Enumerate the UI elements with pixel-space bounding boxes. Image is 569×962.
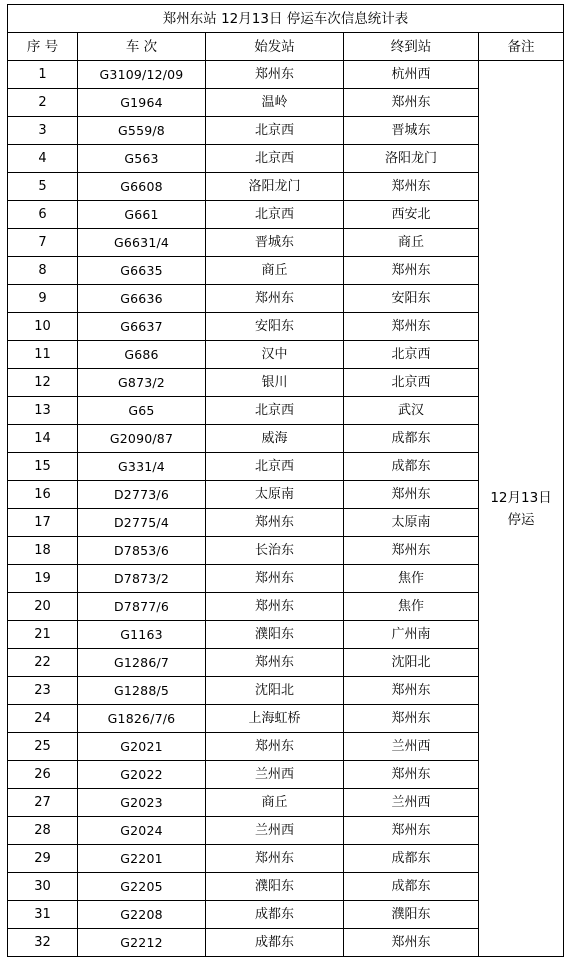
train-number-cell: D7853/6	[78, 537, 206, 565]
seq-cell: 26	[8, 761, 78, 789]
header-destination: 终到站	[344, 33, 479, 61]
seq-cell: 5	[8, 173, 78, 201]
origin-station-cell: 安阳东	[206, 313, 344, 341]
seq-cell: 32	[8, 929, 78, 957]
destination-station-cell: 郑州东	[344, 537, 479, 565]
train-number-cell: G686	[78, 341, 206, 369]
seq-cell: 19	[8, 565, 78, 593]
train-number-cell: G6631/4	[78, 229, 206, 257]
seq-cell: 20	[8, 593, 78, 621]
header-train: 车 次	[78, 33, 206, 61]
destination-station-cell: 杭州西	[344, 61, 479, 89]
origin-station-cell: 郑州东	[206, 593, 344, 621]
train-number-cell: G2024	[78, 817, 206, 845]
destination-station-cell: 焦作	[344, 593, 479, 621]
origin-station-cell: 兰州西	[206, 761, 344, 789]
destination-station-cell: 成都东	[344, 425, 479, 453]
destination-station-cell: 濮阳东	[344, 901, 479, 929]
origin-station-cell: 濮阳东	[206, 621, 344, 649]
origin-station-cell: 郑州东	[206, 733, 344, 761]
title-row	[8, 5, 564, 33]
train-number-cell: G6608	[78, 173, 206, 201]
train-number-cell: G2021	[78, 733, 206, 761]
seq-cell: 28	[8, 817, 78, 845]
origin-station-cell: 威海	[206, 425, 344, 453]
table-title: 郑州东站 12月13日 停运车次信息统计表	[8, 5, 564, 33]
seq-cell: 24	[8, 705, 78, 733]
origin-station-cell: 洛阳龙门	[206, 173, 344, 201]
destination-station-cell: 太原南	[344, 509, 479, 537]
seq-cell: 21	[8, 621, 78, 649]
train-number-cell: G2023	[78, 789, 206, 817]
seq-cell: 8	[8, 257, 78, 285]
seq-cell: 6	[8, 201, 78, 229]
train-number-cell: D2773/6	[78, 481, 206, 509]
train-number-cell: G1163	[78, 621, 206, 649]
seq-cell: 31	[8, 901, 78, 929]
destination-station-cell: 郑州东	[344, 705, 479, 733]
destination-station-cell: 郑州东	[344, 761, 479, 789]
destination-station-cell: 兰州西	[344, 733, 479, 761]
train-number-cell: G1826/7/6	[78, 705, 206, 733]
train-number-cell: G2205	[78, 873, 206, 901]
train-number-cell: G331/4	[78, 453, 206, 481]
destination-station-cell: 成都东	[344, 873, 479, 901]
header-seq: 序 号	[8, 33, 78, 61]
origin-station-cell: 兰州西	[206, 817, 344, 845]
destination-station-cell: 沈阳北	[344, 649, 479, 677]
origin-station-cell: 银川	[206, 369, 344, 397]
origin-station-cell: 太原南	[206, 481, 344, 509]
origin-station-cell: 北京西	[206, 117, 344, 145]
destination-station-cell: 洛阳龙门	[344, 145, 479, 173]
seq-cell: 15	[8, 453, 78, 481]
seq-cell: 27	[8, 789, 78, 817]
train-number-cell: G1288/5	[78, 677, 206, 705]
train-number-cell: D7877/6	[78, 593, 206, 621]
train-number-cell: G6636	[78, 285, 206, 313]
origin-station-cell: 温岭	[206, 89, 344, 117]
destination-station-cell: 郑州东	[344, 929, 479, 957]
origin-station-cell: 成都东	[206, 929, 344, 957]
destination-station-cell: 郑州东	[344, 677, 479, 705]
header-note: 备注	[479, 33, 564, 61]
table-row	[8, 61, 564, 89]
seq-cell: 2	[8, 89, 78, 117]
suspension-table-sheet	[7, 4, 563, 957]
origin-station-cell: 郑州东	[206, 565, 344, 593]
destination-station-cell: 西安北	[344, 201, 479, 229]
seq-cell: 7	[8, 229, 78, 257]
destination-station-cell: 成都东	[344, 453, 479, 481]
origin-station-cell: 郑州东	[206, 285, 344, 313]
train-number-cell: D7873/2	[78, 565, 206, 593]
train-number-cell: G2212	[78, 929, 206, 957]
train-number-cell: G2208	[78, 901, 206, 929]
train-number-cell: G6635	[78, 257, 206, 285]
train-number-cell: G1286/7	[78, 649, 206, 677]
header-origin: 始发站	[206, 33, 344, 61]
seq-cell: 13	[8, 397, 78, 425]
origin-station-cell: 郑州东	[206, 509, 344, 537]
destination-station-cell: 北京西	[344, 341, 479, 369]
seq-cell: 10	[8, 313, 78, 341]
origin-station-cell: 郑州东	[206, 845, 344, 873]
origin-station-cell: 汉中	[206, 341, 344, 369]
destination-station-cell: 郑州东	[344, 257, 479, 285]
origin-station-cell: 郑州东	[206, 649, 344, 677]
destination-station-cell: 安阳东	[344, 285, 479, 313]
seq-cell: 25	[8, 733, 78, 761]
seq-cell: 16	[8, 481, 78, 509]
seq-cell: 17	[8, 509, 78, 537]
train-number-cell: D2775/4	[78, 509, 206, 537]
train-number-cell: G559/8	[78, 117, 206, 145]
destination-station-cell: 商丘	[344, 229, 479, 257]
destination-station-cell: 广州南	[344, 621, 479, 649]
train-number-cell: G873/2	[78, 369, 206, 397]
train-number-cell: G2022	[78, 761, 206, 789]
seq-cell: 11	[8, 341, 78, 369]
seq-cell: 12	[8, 369, 78, 397]
train-number-cell: G2090/87	[78, 425, 206, 453]
origin-station-cell: 成都东	[206, 901, 344, 929]
train-number-cell: G65	[78, 397, 206, 425]
destination-station-cell: 成都东	[344, 845, 479, 873]
suspended-trains-table	[7, 4, 564, 957]
origin-station-cell: 北京西	[206, 453, 344, 481]
seq-cell: 14	[8, 425, 78, 453]
origin-station-cell: 濮阳东	[206, 873, 344, 901]
destination-station-cell: 郑州东	[344, 481, 479, 509]
origin-station-cell: 郑州东	[206, 61, 344, 89]
seq-cell: 4	[8, 145, 78, 173]
destination-station-cell: 焦作	[344, 565, 479, 593]
destination-station-cell: 郑州东	[344, 173, 479, 201]
note-cell	[479, 61, 564, 957]
train-number-cell: G1964	[78, 89, 206, 117]
seq-cell: 3	[8, 117, 78, 145]
seq-cell: 23	[8, 677, 78, 705]
note-status: 停运	[507, 511, 535, 528]
origin-station-cell: 长治东	[206, 537, 344, 565]
train-number-cell: G2201	[78, 845, 206, 873]
destination-station-cell: 晋城东	[344, 117, 479, 145]
origin-station-cell: 北京西	[206, 201, 344, 229]
seq-cell: 29	[8, 845, 78, 873]
seq-cell: 1	[8, 61, 78, 89]
destination-station-cell: 武汉	[344, 397, 479, 425]
destination-station-cell: 郑州东	[344, 313, 479, 341]
table-body	[8, 61, 564, 957]
origin-station-cell: 上海虹桥	[206, 705, 344, 733]
train-number-cell: G6637	[78, 313, 206, 341]
origin-station-cell: 北京西	[206, 397, 344, 425]
origin-station-cell: 商丘	[206, 257, 344, 285]
header-row	[8, 33, 564, 61]
destination-station-cell: 郑州东	[344, 817, 479, 845]
origin-station-cell: 晋城东	[206, 229, 344, 257]
origin-station-cell: 北京西	[206, 145, 344, 173]
seq-cell: 22	[8, 649, 78, 677]
train-number-cell: G3109/12/09	[78, 61, 206, 89]
seq-cell: 30	[8, 873, 78, 901]
train-number-cell: G661	[78, 201, 206, 229]
train-number-cell: G563	[78, 145, 206, 173]
origin-station-cell: 沈阳北	[206, 677, 344, 705]
destination-station-cell: 郑州东	[344, 89, 479, 117]
destination-station-cell: 兰州西	[344, 789, 479, 817]
destination-station-cell: 北京西	[344, 369, 479, 397]
origin-station-cell: 商丘	[206, 789, 344, 817]
seq-cell: 18	[8, 537, 78, 565]
note-date: 12月13日	[490, 489, 552, 506]
seq-cell: 9	[8, 285, 78, 313]
